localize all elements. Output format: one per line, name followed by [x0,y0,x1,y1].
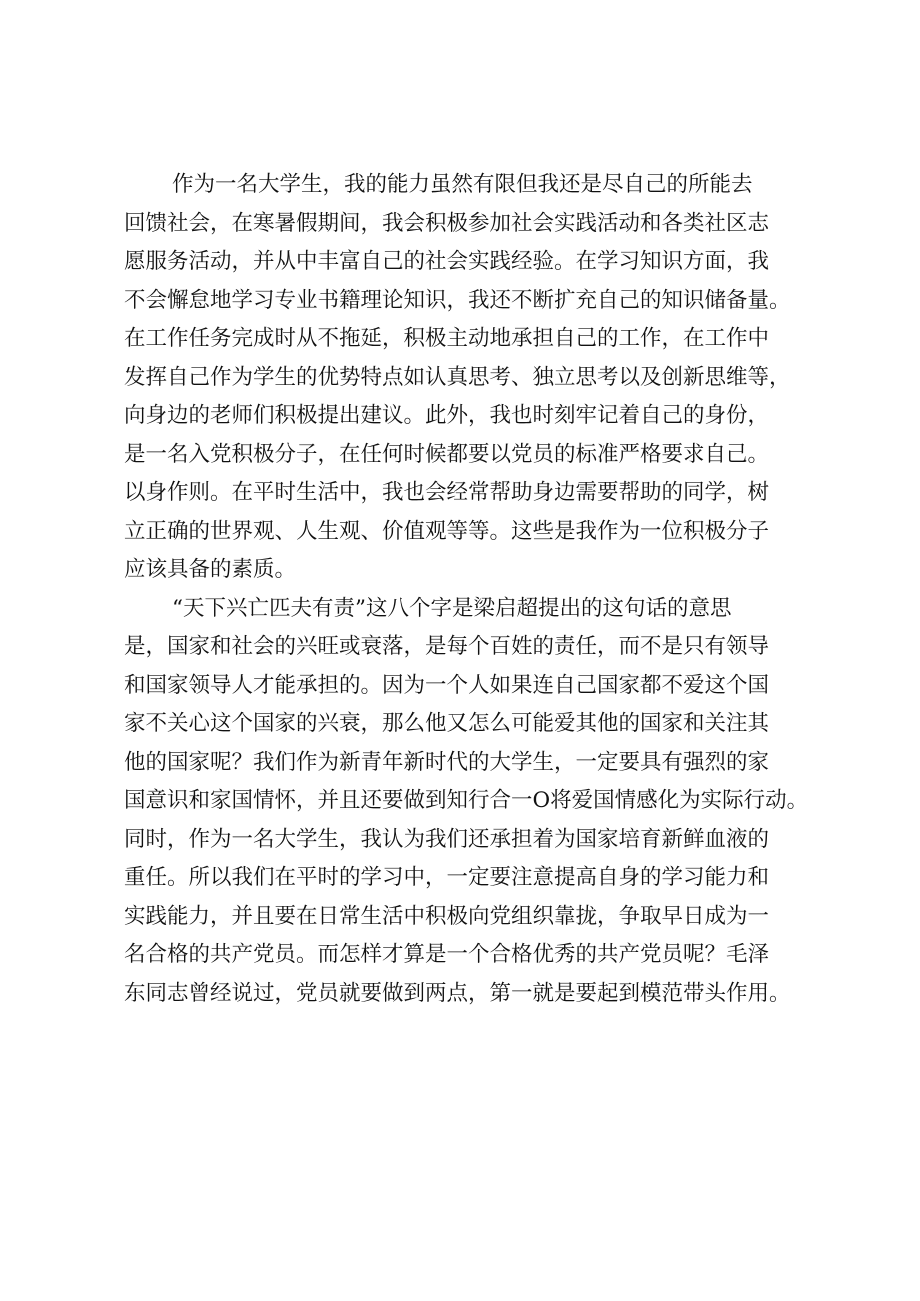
paragraph-line: 发挥自己作为学生的优势特点如认真思考、独立思考以及创新思维等， [124,364,791,390]
paragraph-2 [124,590,814,1014]
paragraph-line: 他的国家呢？我们作为新青年新时代的大学生，一定要具有强烈的家 [124,749,770,775]
paragraph-line: 重任。所以我们在平时的学习中，一定要注意提高自身的学习能力和 [124,865,770,890]
paragraph-line: 家不关心这个国家的兴衰，那么他又怎么可能爱其他的国家和关注其 [124,711,770,736]
paragraph-line: 愿服务活动，并从中丰富自己的社会实践经验。在学习知识方面，我 [124,249,770,274]
paragraph-1 [124,166,814,590]
paragraph-line: 国意识和家国情怀，并且还要做到知行合一O将爱国情感化为实际行动。 [124,788,809,813]
document-body [124,166,814,1013]
paragraph-line: 和国家领导人才能承担的。因为一个人如果连自己国家都不爱这个国 [124,672,770,698]
paragraph-line: 回馈社会，在寒暑假期间，我会积极参加社会实践活动和各类社区志 [124,210,770,236]
paragraph-line: 同时，作为一名大学生，我认为我们还承担着为国家培育新鲜血液的 [124,826,770,852]
paragraph-line: 实践能力，并且要在日常生活中积极向党组织靠拢，争取早日成为一 [124,903,770,929]
paragraph-line: 不会懈怠地学习专业书籍理论知识，我还不断扩充自己的知识储备量。 [124,287,791,313]
paragraph-line: 在工作任务完成时从不拖延，积极主动地承担自己的工作，在工作中 [124,326,770,351]
paragraph-line: 东同志曾经说过，党员就要做到两点，第一就是要起到模范带头作用。 [124,980,791,1006]
paragraph-line: 立正确的世界观、人生观、价值观等等。这些是我作为一位积极分子 [124,518,770,544]
paragraph-line: 作为一名大学生，我的能力虽然有限但我还是尽自己的所能去 [172,172,753,197]
paragraph-line: 名合格的共产党员。而怎样才算是一个合格优秀的共产党员呢？毛泽 [124,942,770,967]
paragraph-line: 是一名入党积极分子，在任何时候都要以党员的标准严格要求自己。 [124,441,770,467]
paragraph-line: 以身作则。在平时生活中，我也会经常帮助身边需要帮助的同学，树 [124,480,770,505]
paragraph-line: 应该具备的素质。 [124,557,297,582]
paragraph-line: 是，国家和社会的兴旺或衰落，是每个百姓的责任，而不是只有领导 [124,634,770,659]
paragraph-line: “天下兴亡匹夫有责”这八个字是梁启超提出的这句话的意思 [172,595,732,621]
paragraph-line: 向身边的老师们积极提出建议。此外，我也时刻牢记着自己的身份， [124,403,770,428]
